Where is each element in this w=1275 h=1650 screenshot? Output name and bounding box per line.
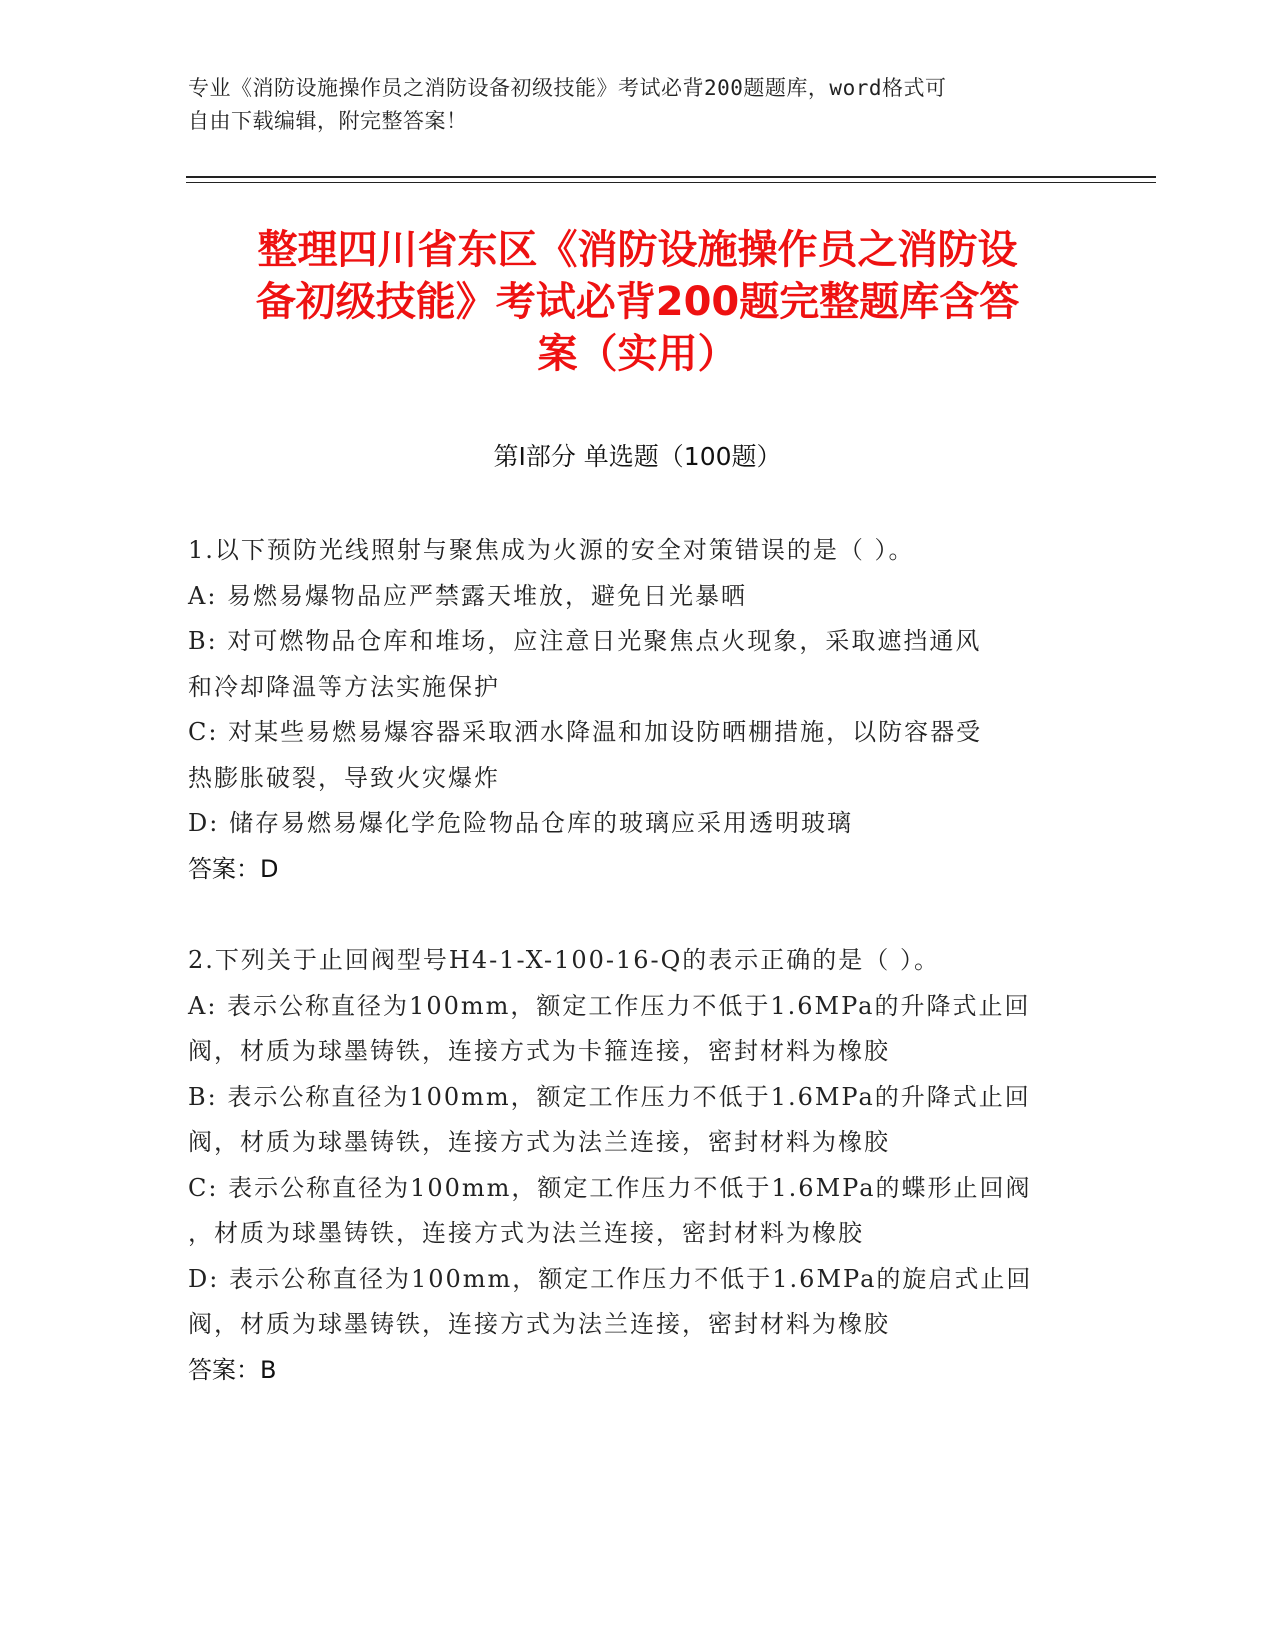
answer-label: 答案：B [188,1355,277,1384]
question-list [188,528,1088,1439]
option-c-continued: ，材质为球墨铸铁，连接方式为法兰连接，密封材料为橡胶 [188,1219,864,1247]
header-note-line: 自由下载编辑，附完整答案！ [188,109,468,133]
option-c: C: 表示公称直径为100mm，额定工作压力不低于1.6MPa的蝶形止回阀 [188,1173,1032,1202]
title-line: 案（实用） [537,331,738,377]
title-line: 备初级技能》考试必背200题完整题库含答 [255,279,1020,325]
option-d: D: 储存易燃易爆化学危险物品仓库的玻璃应采用透明玻璃 [188,809,853,837]
option-a-continued: 阀，材质为球墨铸铁，连接方式为卡箍连接，密封材料为橡胶 [188,1037,890,1065]
option-c-continued: 热膨胀破裂，导致火灾爆炸 [188,763,500,792]
header-divider-thick [186,176,1156,178]
question-stem: 2.下列关于止回阀型号H4-1-X-100-16-Q的表示正确的是（ ）。 [188,946,940,974]
option-a: A: 易燃易爆物品应严禁露天堆放，避免日光暴晒 [188,581,748,610]
answer-label: 答案：D [188,854,279,883]
section-heading: 第Ⅰ部分 单选题（100题） [493,442,782,471]
option-c: C: 对某些易燃易爆容器采取洒水降温和加设防晒棚措施，以防容器受 [188,718,983,746]
question-item [188,528,1088,892]
header-divider-thin [186,182,1156,183]
option-b-continued: 和冷却降温等方法实施保护 [188,672,500,701]
title-line: 整理四川省东区《消防设施操作员之消防设 [257,227,1018,273]
option-b: B: 表示公称直径为100mm，额定工作压力不低于1.6MPa的升降式止回 [188,1082,1031,1111]
question-item [188,938,1088,1393]
header-note [188,72,1068,138]
option-a: A: 表示公称直径为100mm，额定工作压力不低于1.6MPa的升降式止回 [188,991,1031,1020]
question-stem: 1.以下预防光线照射与聚焦成为火源的安全对策错误的是（ ）。 [188,536,915,564]
option-b-continued: 阀，材质为球墨铸铁，连接方式为法兰连接，密封材料为橡胶 [188,1128,890,1156]
option-b: B: 对可燃物品仓库和堆场，应注意日光聚焦点火现象，采取遮挡通风 [188,627,982,655]
option-d: D: 表示公称直径为100mm，额定工作压力不低于1.6MPa的旋启式止回 [188,1264,1033,1293]
header-note-line: 专业《消防设施操作员之消防设备初级技能》考试必背200题题库，word格式可 [188,76,947,100]
option-d-continued: 阀，材质为球墨铸铁，连接方式为法兰连接，密封材料为橡胶 [188,1310,890,1338]
document-title [180,224,1095,380]
